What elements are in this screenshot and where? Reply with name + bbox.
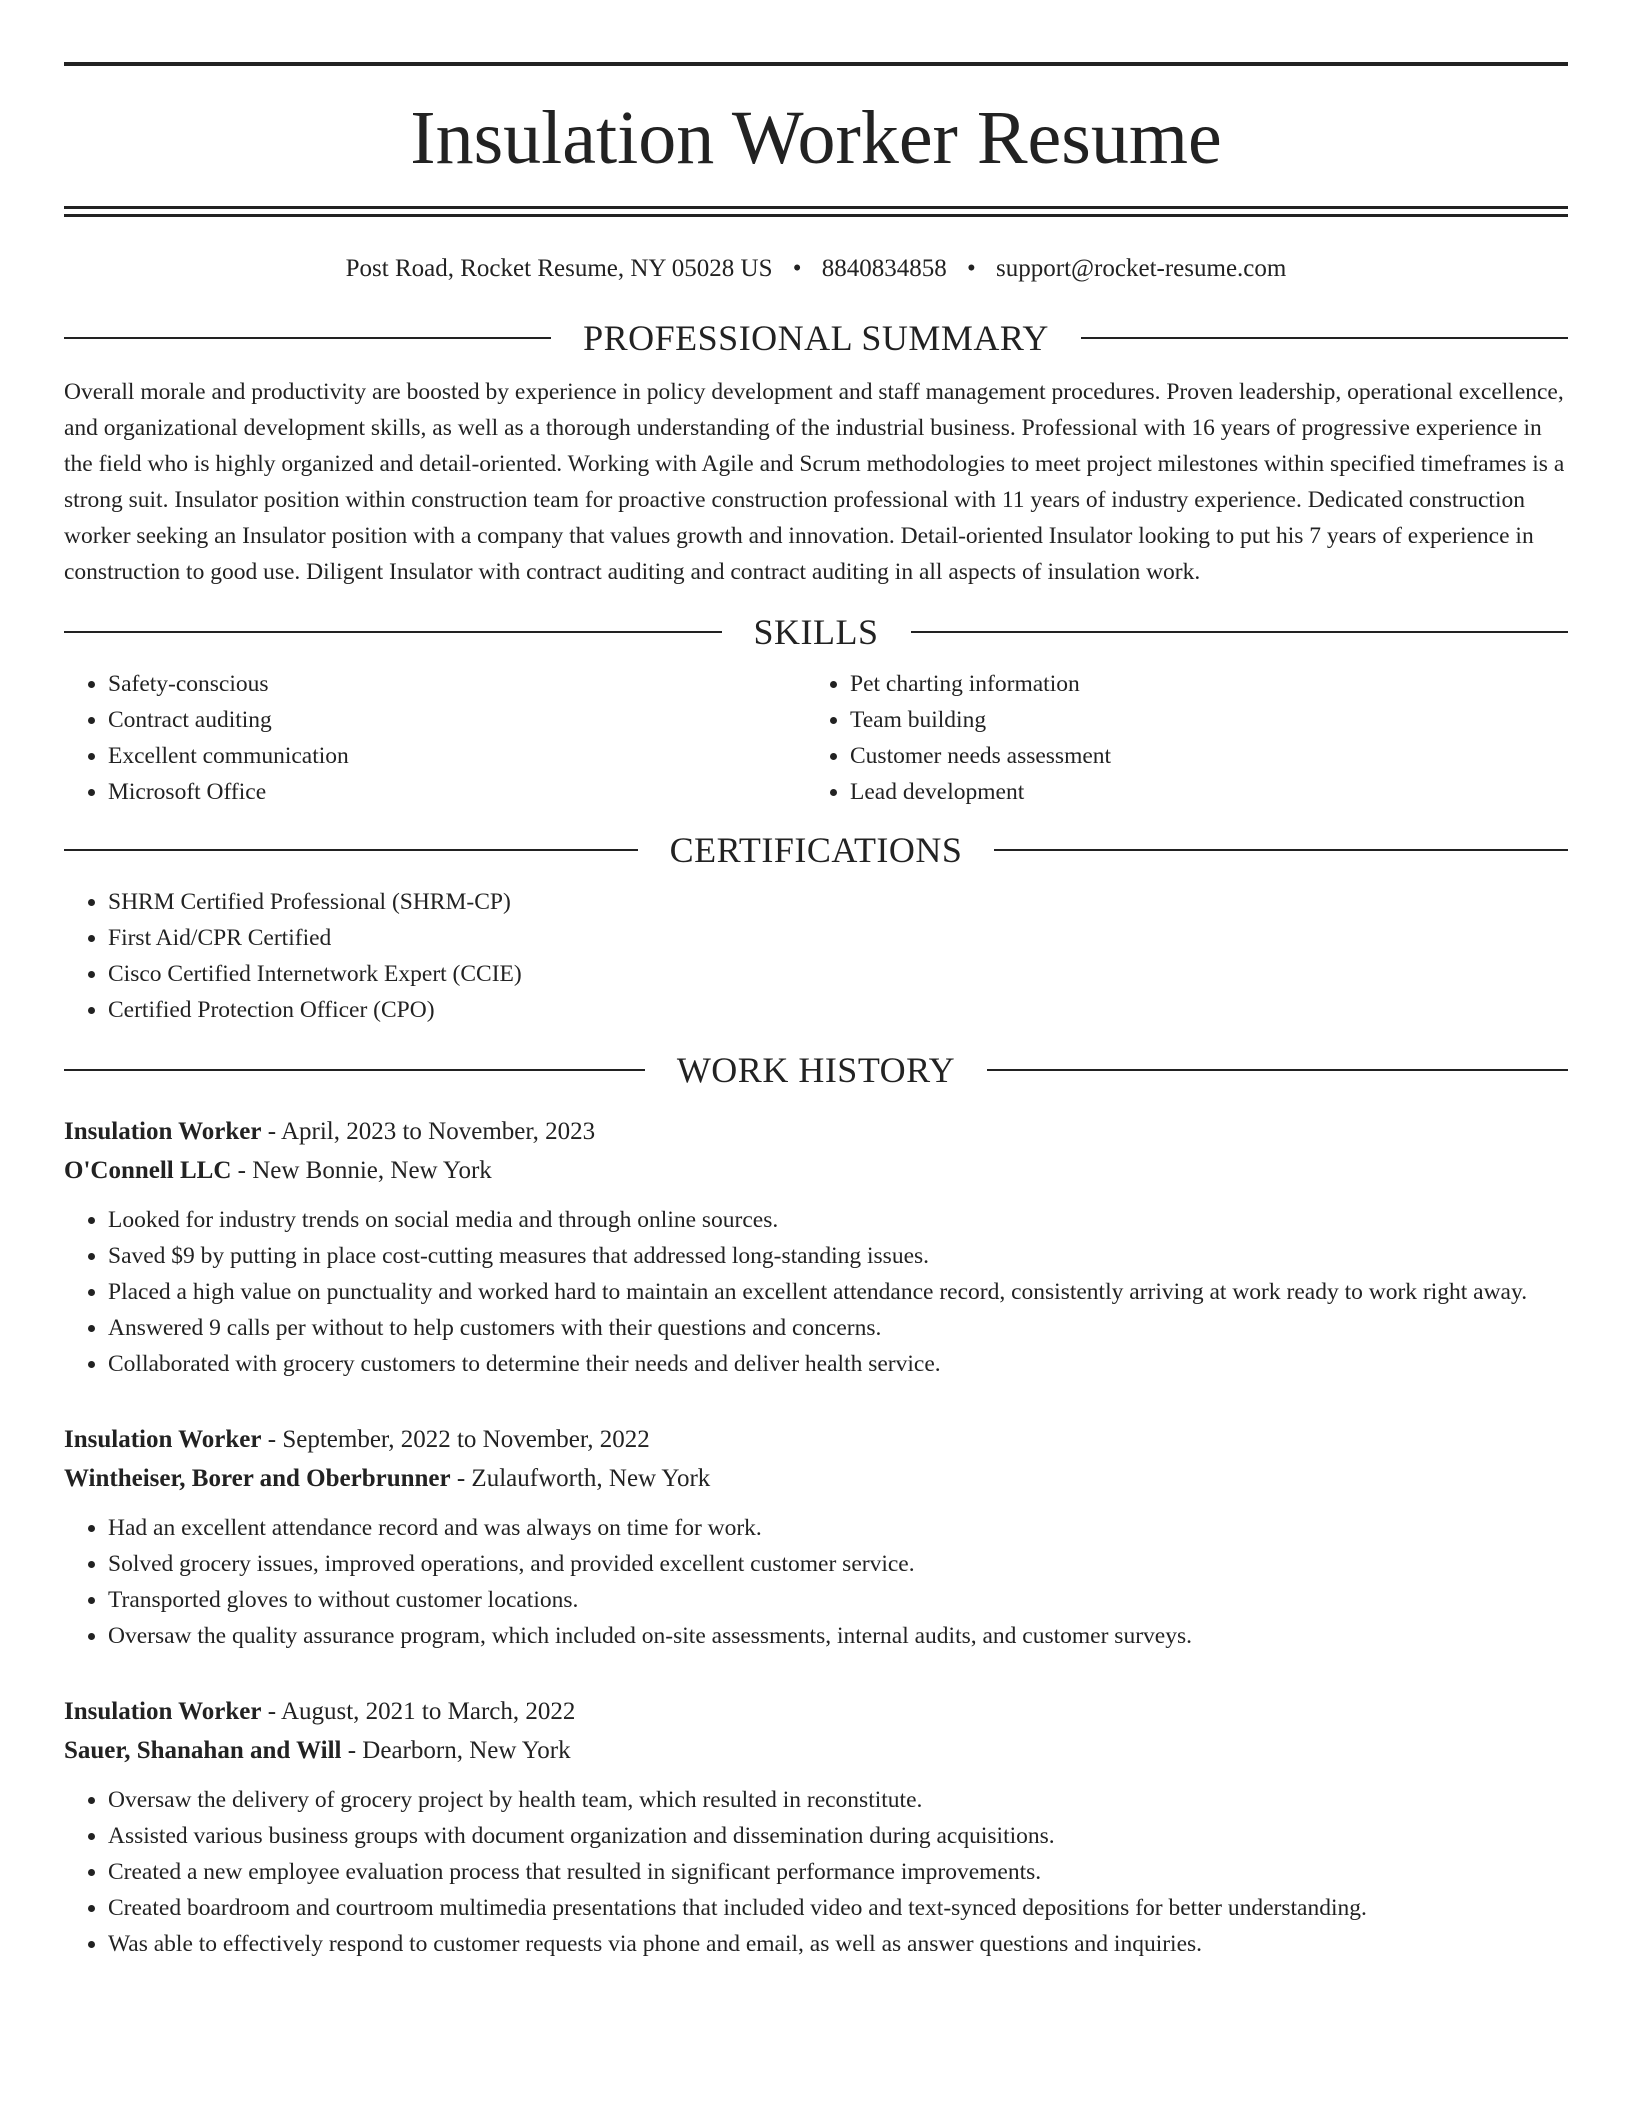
skill-item: • Team building [850, 702, 1568, 738]
contact-line [64, 254, 1568, 284]
work-section-header [64, 1050, 1568, 1090]
job-location: - Dearborn, New York [341, 1737, 571, 1764]
job-bullets [64, 1510, 1568, 1654]
top-rule [64, 62, 1568, 66]
job-location: - New Bonnie, New York [231, 1157, 492, 1184]
job-bullet: • Saved $9 by putting in place cost-cutting measures that addressed long-standing issues. [108, 1238, 1568, 1274]
certification-item: • Certified Protection Officer (CPO) [108, 992, 1568, 1028]
resume-title: Insulation Worker Resume [410, 96, 1222, 180]
job-company-line [64, 1151, 1568, 1190]
job-location: - Zulaufworth, New York [450, 1465, 711, 1492]
skills-heading: SKILLS [753, 612, 879, 652]
job-bullet: • Was able to effectively respond to customer requests via phone and email, as well as answer questions and inquiries. [108, 1926, 1568, 1962]
summary-text: Overall morale and productivity are boosted by experience in policy development and staff management procedures. Proven leadership, operational excellence, and organizational development skills, as well as a thorough understanding of the industrial business. Professional with 16 years of progressive experience in the field who is highly organized and detail-oriented. Working with Agile and Scrum methodologies to meet project milestones within specified timeframes is a strong suit. Insulator position within construction team for proactive construction professional with 11 years of industry experience. Dedicated construction worker seeking an Insulator position with a company that values growth and innovation. Detail-oriented Insulator looking to put his 7 years of experience in construction to good use. Diligent Insulator with contract auditing and contract auditing in all aspects of insulation work. [64, 379, 1565, 585]
header-rule-right [994, 849, 1568, 851]
job-company: Wintheiser, Borer and Oberbrunner [64, 1465, 451, 1492]
skill-item: • Lead development [850, 774, 1568, 810]
header-rule-right [987, 1069, 1568, 1071]
contact-phone: 8840834858 [821, 255, 947, 282]
job-bullet: • Looked for industry trends on social media and through online sources. [108, 1202, 1568, 1238]
skill-item: • Microsoft Office [108, 774, 806, 810]
skill-item: • Pet charting information [850, 666, 1568, 702]
summary-heading: PROFESSIONAL SUMMARY [583, 318, 1049, 358]
header-rule-left [64, 337, 551, 339]
job-bullet: • Transported gloves to without customer locations. [108, 1582, 1568, 1618]
job-dates: - September, 2022 to November, 2022 [261, 1426, 650, 1453]
header-rule-left [64, 631, 722, 633]
skill-item: • Contract auditing [108, 702, 806, 738]
skills-list-left [64, 666, 806, 810]
contact-address: Post Road, Rocket Resume, NY 05028 US [345, 255, 773, 282]
job-bullet: • Assisted various business groups with document organization and dissemination during acquisitions. [108, 1818, 1568, 1854]
job-title-line [64, 1112, 1568, 1151]
job-bullet: • Oversaw the delivery of grocery project by health team, which resulted in reconstitute. [108, 1782, 1568, 1818]
job-dates: - August, 2021 to March, 2022 [261, 1698, 576, 1725]
job-title: Insulation Worker [64, 1118, 262, 1145]
skill-item: • Excellent communication [108, 738, 806, 774]
job-entry [64, 1420, 1568, 1654]
job-title-line [64, 1420, 1568, 1459]
job-company: Sauer, Shanahan and Will [64, 1737, 342, 1764]
header-rule-left [64, 849, 638, 851]
job-bullet: • Had an excellent attendance record and was always on time for work. [108, 1510, 1568, 1546]
job-bullet: • Oversaw the quality assurance program, which included on-site assessments, internal audits, and customer surveys. [108, 1618, 1568, 1654]
work-heading: WORK HISTORY [676, 1050, 956, 1090]
certification-item: • Cisco Certified Internetwork Expert (CCIE) [108, 956, 1568, 992]
certification-item: • SHRM Certified Professional (SHRM-CP) [108, 884, 1568, 920]
job-title-line [64, 1692, 1568, 1731]
job-company-line [64, 1459, 1568, 1498]
job-bullet: • Collaborated with grocery customers to determine their needs and deliver health service. [108, 1346, 1568, 1382]
contact-separator: • [967, 255, 976, 282]
contact-separator: • [792, 255, 802, 282]
job-company: O'Connell LLC [64, 1157, 232, 1184]
header-rule-left [64, 1069, 645, 1071]
skills-grid [64, 652, 1568, 810]
skill-item: • Customer needs assessment [850, 738, 1568, 774]
contact-email: support@rocket-resume.com [996, 255, 1287, 282]
header-rule-right [911, 631, 1569, 633]
job-title: Insulation Worker [64, 1698, 262, 1725]
job-bullet: • Placed a high value on punctuality and worked hard to maintain an excellent attendance record, consistently arriving at work ready to work right away. [108, 1274, 1568, 1310]
certification-item: • First Aid/CPR Certified [108, 920, 1568, 956]
job-entry [64, 1692, 1568, 1962]
job-bullet: • Created a new employee evaluation process that resulted in significant performance improvements. [108, 1854, 1568, 1890]
skills-list-right [806, 666, 1568, 810]
job-bullets [64, 1782, 1568, 1962]
certifications-section-header [64, 830, 1568, 870]
job-company-line [64, 1731, 1568, 1770]
title-double-rule [64, 206, 1568, 217]
job-entry [64, 1112, 1568, 1382]
job-bullets [64, 1202, 1568, 1382]
summary-section-header [64, 318, 1568, 358]
header-rule-right [1081, 337, 1568, 339]
job-dates: - April, 2023 to November, 2023 [261, 1118, 596, 1145]
job-bullet: • Created boardroom and courtroom multimedia presentations that included video and text-synced depositions for better understanding. [108, 1890, 1568, 1926]
job-title: Insulation Worker [64, 1426, 262, 1453]
job-bullet: • Solved grocery issues, improved operations, and provided excellent customer service. [108, 1546, 1568, 1582]
certifications-heading: CERTIFICATIONS [669, 830, 963, 870]
certifications-list [64, 884, 1568, 1028]
skills-section-header [64, 612, 1568, 652]
skill-item: • Safety-conscious [108, 666, 806, 702]
job-bullet: • Answered 9 calls per without to help customers with their questions and concerns. [108, 1310, 1568, 1346]
